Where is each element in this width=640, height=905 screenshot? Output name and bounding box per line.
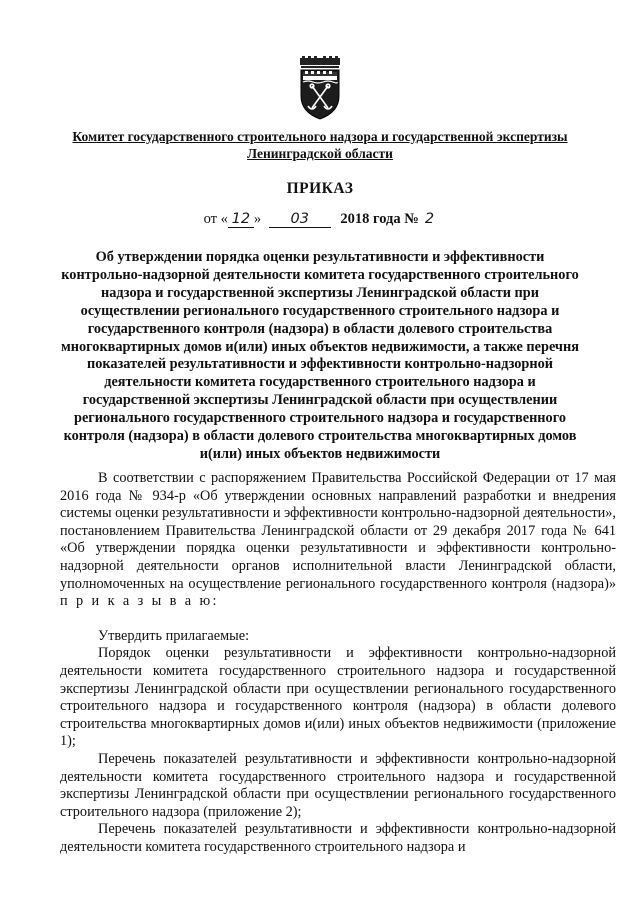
preamble-text: В соответствии с распоряжением Правительства Российской Федерации от 17 мая 2016 года № 934-р «Об утверждении основных направлений разработки и внедрения системы оценки результативности и эффективности контрольно-надзорной деятельности», постановлением Правительства Ленинградской области от 29 декабря 2017 года № 641 «Об утверждении порядка оценки результативности и эффективности контрольно-надзорной деятельности органов исполнительной власти Ленинградской области, уполномоченных на осуществление регионального государственного контроля (надзора)»: [60, 470, 616, 592]
subject-line: контрольно-надзорной деятельности комитета государственного строительного: [61, 266, 579, 283]
approved-item-2: Перечень показателей результативности и эффективности контрольно-надзорной деятельности комитета государственного строительного надзора и государственной экспертизы Ленинградской области при осуществлении регионального государственного строительного надзора (приложение 2);: [60, 750, 616, 820]
date-prefix: от «: [203, 211, 228, 227]
handwritten-month: 03: [269, 212, 331, 228]
preamble-paragraph: [60, 470, 616, 611]
subject-line: государственного контроля (надзора) в области долевого строительства: [87, 320, 553, 337]
authority-line-2: Ленинградской области: [247, 146, 393, 161]
authority-line-1: Комитет государственного строительного надзора и государственной экспертизы: [72, 129, 568, 144]
subject-line: государственной экспертизы Ленинградской области при осуществлении: [82, 392, 558, 409]
handwritten-day: 12: [228, 212, 254, 228]
subject-line: надзора и государственной экспертизы Ленинградской области при: [101, 284, 539, 301]
handwritten-order-number: 2: [424, 211, 435, 227]
crown-icon: [300, 56, 340, 68]
subject-line: регионального государственного строительного надзора и государственного: [74, 410, 566, 427]
approve-intro: Утвердить прилагаемые:: [98, 627, 250, 644]
issuing-authority: [40, 128, 600, 162]
approved-item-3: Перечень показателей результативности и эффективности контрольно-надзорной деятельности комитета государственного строительного надзора и: [60, 821, 616, 855]
order-word: п р и к а з ы в а ю:: [60, 593, 219, 610]
subject-line: и(или) иных объектов недвижимости: [199, 445, 441, 462]
subject-line: деятельности комитета государственного строительного надзора и: [104, 374, 536, 391]
document-type-title: ПРИКАЗ: [286, 180, 354, 197]
coat-of-arms-emblem: [296, 56, 344, 120]
subject-line: многоквартирных домов и(или) иных объектов недвижимости, а также перечня: [61, 338, 579, 355]
subject-line: осуществлении регионального государственного строительного надзора и: [80, 302, 560, 319]
subject-line: показателей результативности и эффективности контрольно-надзорной: [87, 356, 553, 373]
date-quote-close: »: [253, 211, 262, 227]
approved-item-1: Порядок оценки результативности и эффективности контрольно-надзорной деятельности комитета государственного строительного надзора и государственной экспертизы Ленинградской области при осуществлении регионального государственного строительного надзора и государственного контроля (надзора) в области долевого строительства многоквартирных домов и(или) иных объектов недвижимости (приложение 1);: [60, 645, 616, 750]
year-and-number-label: 2018 года №: [340, 211, 419, 227]
date-and-number-line: [0, 211, 640, 228]
subject-line: Об утверждении порядка оценки результативности и эффективности: [95, 249, 545, 265]
order-body: [60, 470, 616, 856]
subject-line: контроля (надзора) в области долевого строительства многоквартирных домов: [63, 428, 577, 445]
order-subject-heading: [44, 249, 596, 464]
